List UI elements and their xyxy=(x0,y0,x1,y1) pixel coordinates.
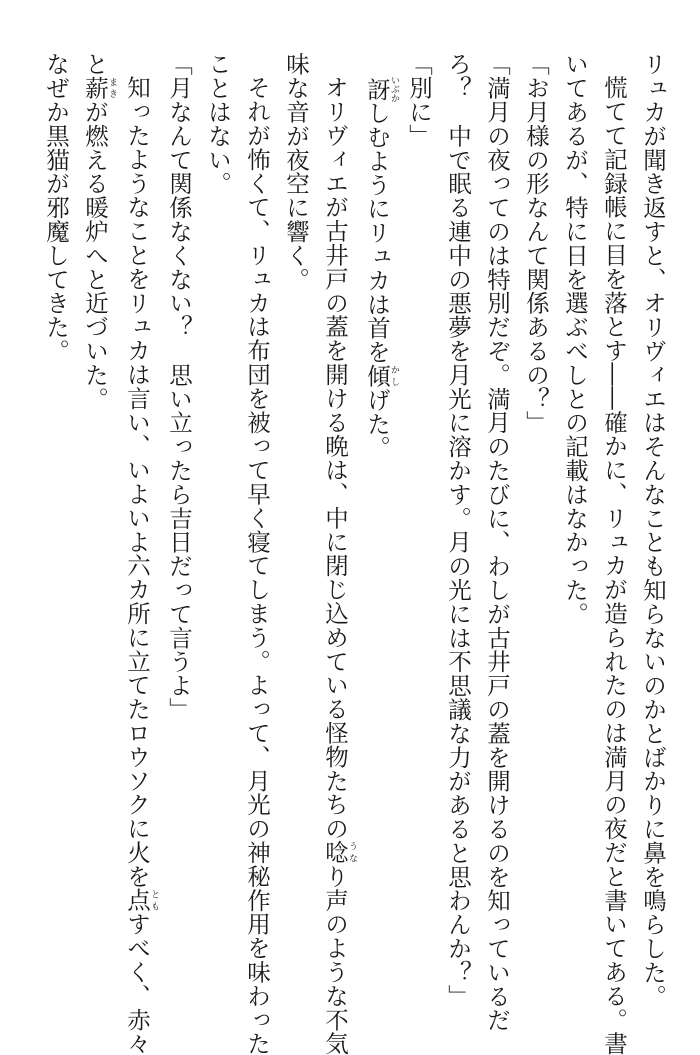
ruby-annotation xyxy=(363,364,391,388)
ruby-base: 訝 xyxy=(363,76,391,103)
ruby-base: 薪 xyxy=(81,76,109,100)
text-run: 慌てて記録帳に目を落とす――確かに、リュカが造られたのは満月の夜だと書いてある。書 xyxy=(600,76,628,1055)
ruby-reading: いぶか xyxy=(389,76,399,103)
text-line xyxy=(516,52,555,982)
text-run: ろ？ 中で眠る連中の悪夢を月光に溶かす。月の光には不思議な力があると思わんか？」 xyxy=(444,52,472,1008)
text-run: 「お月様の形なんて関係あるの？」 xyxy=(522,52,550,434)
text-run: いてあるが、特に日を選ぶべしとの記載はなかった。 xyxy=(561,52,589,626)
text-run: 知ったようなことをリュカは言い、いよいよ六カ所に立てたロウソクに火を xyxy=(123,76,151,889)
ruby-annotation xyxy=(123,888,151,912)
ruby-reading: かし xyxy=(389,364,399,388)
text-run: と xyxy=(81,52,109,76)
text-run: が燃える暖炉へと近づいた。 xyxy=(81,100,109,411)
text-line xyxy=(438,52,477,982)
ruby-annotation xyxy=(81,76,109,100)
text-run: リュカが聞き返すと、オリヴィエはそんなことも知らないのかとばかりに鼻を鳴らした。 xyxy=(639,52,667,1008)
text-line xyxy=(159,52,198,982)
vertical-text-body xyxy=(12,52,672,982)
text-run: げた。 xyxy=(363,388,391,460)
text-run: すべく、赤々 xyxy=(123,912,151,1055)
text-line xyxy=(198,52,237,982)
text-line xyxy=(117,52,159,982)
text-run: オリヴィエが古井戸の蓋を開ける晩は、中に閉じ込めている怪物たちの xyxy=(321,76,349,841)
ruby-base: 唸 xyxy=(321,840,349,864)
text-run: 「満月の夜ってのは特別だぞ。満月のたびに、わしが古井戸の蓋を開けるのを知っているだ xyxy=(483,52,511,1032)
text-line xyxy=(36,52,75,982)
ruby-reading: うな xyxy=(347,840,357,864)
text-run: なぜか黒猫が邪魔してきた。 xyxy=(42,52,70,363)
text-run: しむようにリュカは首を xyxy=(363,101,391,364)
text-line xyxy=(315,52,357,982)
text-line xyxy=(75,52,117,982)
text-run: 「月なんて関係なくない？ 思い立ったら吉日だって言うよ」 xyxy=(165,52,193,721)
text-line xyxy=(276,52,315,982)
text-run: ことはない。 xyxy=(204,52,232,195)
text-run: それが怖くて、リュカは布団を被って早く寝てしまう。よって、月光の神秘作用を味わった xyxy=(243,76,271,1055)
text-run: り声のような不気 xyxy=(321,864,349,1055)
ruby-base: 傾 xyxy=(363,364,391,388)
text-line xyxy=(477,52,516,982)
text-run: 「別に」 xyxy=(405,52,433,148)
text-line xyxy=(633,52,672,982)
text-line xyxy=(594,52,633,982)
text-line xyxy=(555,52,594,982)
text-line xyxy=(399,52,438,982)
text-run: 味な音が夜空に響く。 xyxy=(282,52,310,291)
text-line xyxy=(237,52,276,982)
ruby-reading: まき xyxy=(107,76,117,100)
ruby-reading: とも xyxy=(149,888,159,912)
ruby-base: 点 xyxy=(123,888,151,912)
ruby-annotation xyxy=(363,76,391,101)
ruby-annotation xyxy=(321,840,349,864)
text-line xyxy=(357,52,399,982)
